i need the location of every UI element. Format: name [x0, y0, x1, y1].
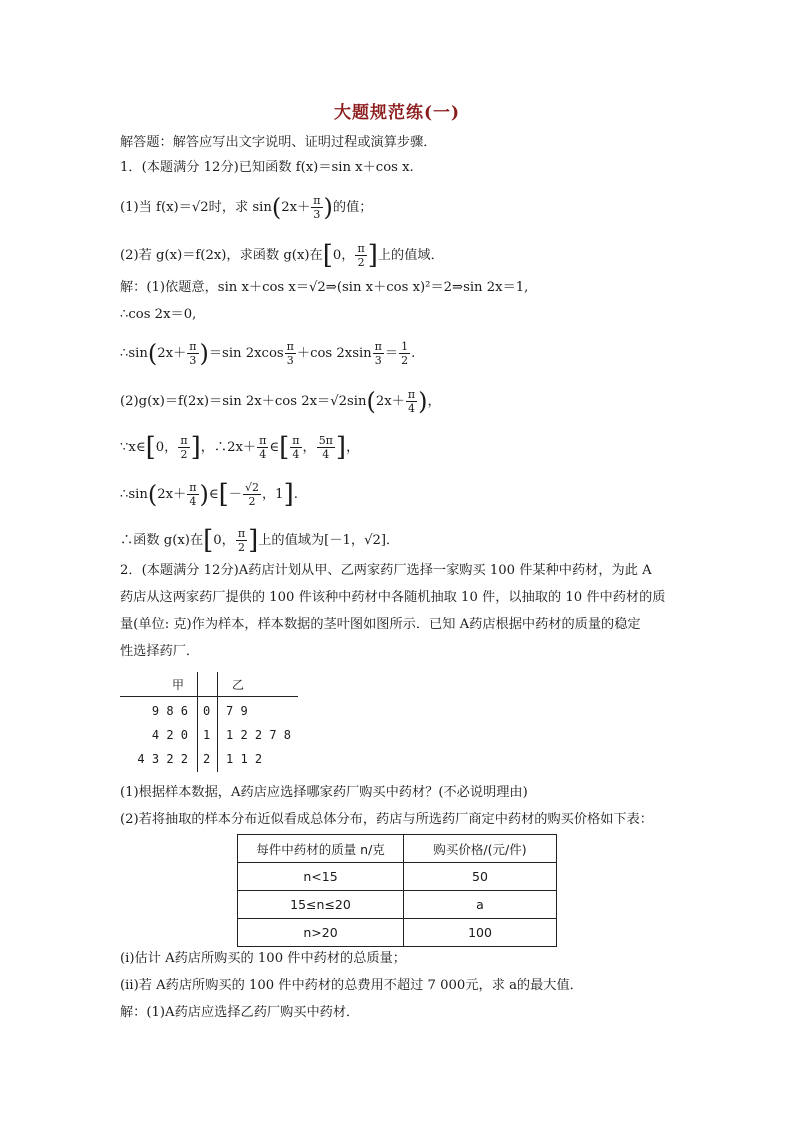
stem-leaf-header-divider [120, 696, 298, 697]
stem-leaf-divider-left [197, 672, 198, 772]
fraction: $\frac{\pi}{4}$ [407, 388, 416, 415]
fraction: $\frac{\pi}{4}$ [189, 481, 197, 508]
fraction: $\frac{\pi}{3}$ [286, 340, 294, 367]
q2-stem-line4: 性选择药厂． [120, 644, 200, 659]
q1-solution-line2: ∴cos 2x＝0, [120, 307, 197, 322]
stem-leaf-divider-right [217, 672, 218, 772]
stem-leaf-row-right: 1 2 2 7 8 [226, 728, 292, 742]
instructions: 解答题：解答应写出文字说明、证明过程或演算步骤． [120, 135, 437, 150]
fraction: $\frac{√2}{2}$ [244, 481, 259, 508]
q2-stem-line2: 药店从这两家药厂提供的 100 件该种中药材中各随机抽取 10 件，以抽取的 10 件中药材的质 [120, 590, 666, 605]
q1-solution-line6: ∴sin(2x＋ $\frac{\pi}{4}$ )∈[－ $\frac{√2}{2}$ ，1]. [120, 479, 298, 510]
stem-leaf-row-stem: 1 [203, 728, 211, 742]
fraction: $\frac{\pi}{2}$ [180, 434, 188, 461]
q1-solution-line1: 解：(1)依题意，sin x＋cos x＝√2⇒(sin x＋cos x)²＝2⇒sin 2x＝1, [120, 280, 529, 295]
q1-solution-line4: (2)g(x)＝f(2x)＝sin 2x＋cos 2x＝√2sin(2x＋ $\frac{\pi}{4}$ )， [120, 387, 441, 416]
page-title: 大题规范练(一) [333, 103, 461, 123]
q2-part1: (1)根据样本数据，A药店应选择哪家药厂购买中药材？(不必说明理由) [120, 785, 528, 800]
stem-leaf-row-stem: 0 [203, 704, 211, 718]
fraction: $\frac{1}{2}$ [401, 340, 409, 367]
stem-leaf-row-left: 4 2 0 [151, 728, 188, 742]
fraction: $\frac{\pi}{4}$ [259, 434, 267, 461]
fraction: $\frac{\pi}{3}$ [189, 340, 197, 367]
table-row [238, 891, 557, 919]
table-cell: a [404, 891, 557, 919]
table-header-row [238, 835, 557, 863]
table-row [238, 919, 557, 947]
fraction: $\frac{\pi}{3}$ [313, 194, 321, 221]
table-cell: 100 [404, 919, 557, 947]
q2-subpart-ii: (ⅱ)若 A药店所购买的 100 件中药材的总费用不超过 7 000元，求 a的最大值． [120, 978, 583, 993]
table-row [238, 863, 557, 891]
q2-subpart-i: (ⅰ)估计 A药店所购买的 100 件中药材的总质量； [120, 951, 406, 966]
stem-leaf-row-stem: 2 [203, 752, 211, 766]
stem-leaf-header-right: 乙 [232, 678, 245, 692]
table-cell: n<15 [238, 863, 404, 891]
q1-part2: (2)若 g(x)＝f(2x)，求函数 g(x)在[0， $\frac{\pi}{2}$ ]上的值域． [120, 240, 444, 271]
q1-solution-line7: ∴函数 g(x)在[0， $\frac{\pi}{2}$ ]上的值域为[－1，√2]． [120, 525, 400, 556]
fraction: $\frac{\pi}{4}$ [292, 434, 300, 461]
table-header-cell: 每件中药材的质量 n/克 [238, 835, 404, 863]
stem-leaf-plot [120, 672, 298, 772]
q2-part2: (2)若将抽取的样本分布近似看成总体分布，药店与所选药厂商定中药材的购买价格如下表： [120, 812, 653, 827]
price-table [237, 834, 557, 947]
fraction: $\frac{5\pi}{4}$ [318, 434, 333, 461]
q1-solution-line5: ∵x∈[0， $\frac{\pi}{2}$ ]，∴2x＋ $\frac{\pi}{4}$ ∈[ $\frac{\pi}{4}$ ， $\frac{5\pi}{4}$ ]， [120, 432, 360, 463]
table-cell: n>20 [238, 919, 404, 947]
q1-part1: (1)当 f(x)＝√2时，求 sin(2x＋ $\frac{\pi}{3}$ )的值； [120, 193, 373, 222]
table-cell: 15≤n≤20 [238, 891, 404, 919]
stem-leaf-row-right: 7 9 [226, 704, 248, 718]
q2-solution-line1: 解：(1)A药店应选择乙药厂购买中药材． [120, 1005, 360, 1020]
fraction: $\frac{\pi}{3}$ [374, 340, 382, 367]
fraction: $\frac{\pi}{2}$ [357, 242, 365, 269]
q2-stem-line1: 2．(本题满分 12分)A药店计划从甲、乙两家药厂选择一家购买 100 件某种中药材，为此 A [120, 563, 652, 578]
stem-leaf-row-right: 1 1 2 [226, 752, 263, 766]
q2-stem-line3: 量(单位: 克)作为样本，样本数据的茎叶图如图所示．已知 A药店根据中药材的质量的稳定 [120, 617, 641, 632]
table-header-cell: 购买价格/(元/件) [404, 835, 557, 863]
stem-leaf-row-left: 4 3 2 2 [137, 752, 188, 766]
table-cell: 50 [404, 863, 557, 891]
stem-leaf-row-left: 9 8 6 [151, 704, 188, 718]
q1-stem: 1．(本题满分 12分)已知函数 f(x)＝sin x＋cos x. [120, 160, 414, 175]
stem-leaf-header-left: 甲 [172, 678, 185, 692]
q1-solution-line3: ∴sin(2x＋ $\frac{\pi}{3}$ )＝sin 2xcos $\frac{\pi}{3}$ ＋cos 2xsin $\frac{\pi}{3}$ ＝ $\frac{1}{2}$ . [120, 339, 416, 368]
fraction: $\frac{\pi}{2}$ [237, 527, 246, 554]
